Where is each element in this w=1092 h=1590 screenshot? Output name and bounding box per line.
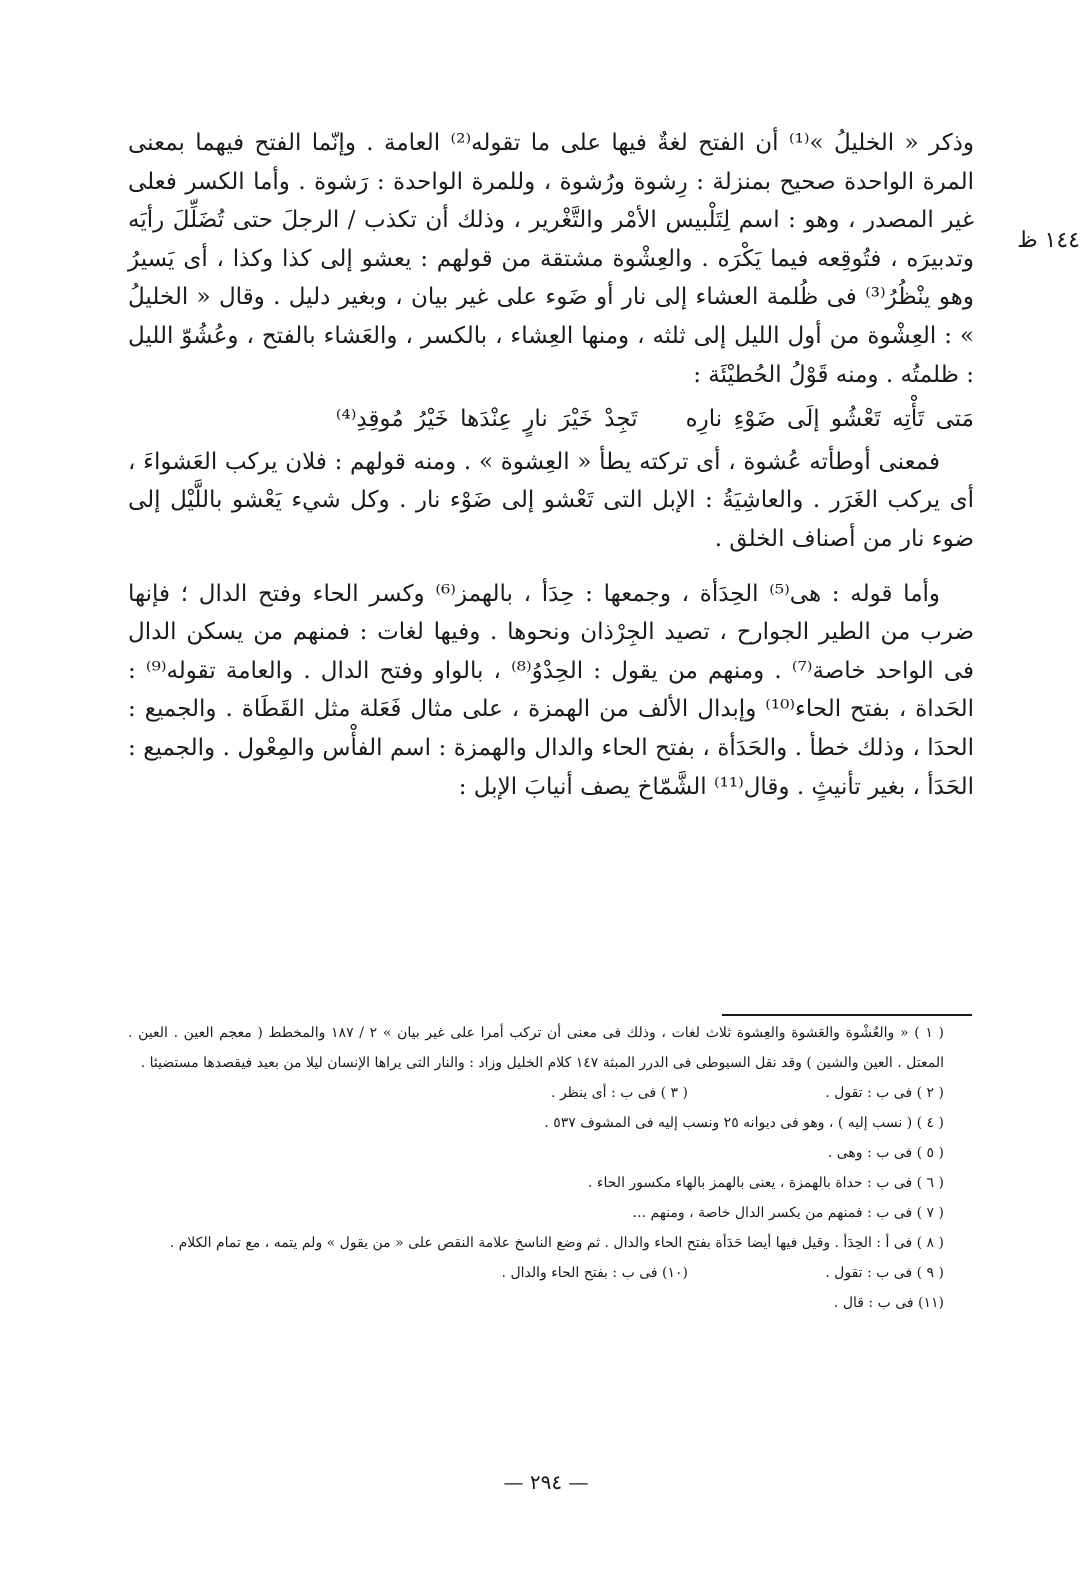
footnote-9: ( ٩ ) فى ب : تقول . [825,1265,944,1281]
footnote-10: (١٠) فى ب : بفتح الحاء والدال . [501,1265,688,1281]
footnote-2: ( ٢ ) فى ب : تقول . [825,1085,944,1101]
manuscript-folio-note: ١٤٤ ظ [1017,228,1080,253]
paragraph-gap [128,559,974,575]
main-text [128,124,974,806]
verse-first-hemistich: مَتى تَأْتِه تَعْشُو إلَى ضَوْءِ نارِه [685,406,974,433]
paragraph-1: وذكر « الخليلُ »⁽¹⁾ أن الفتح لغةٌ فيها على ما تقوله⁽²⁾ العامة . وإنّما الفتح فيهما بمعنى المرة الواحدة صحيح بمنزلة : رِشوة ورُشوة ، وللمرة الواحدة : رَشوة . وأما الكسر فعلى غير المصدر ، وهو : اسم لِتَلْبيس الأمْر والتَّغْرير ، وذلك أن تكذب / الرجلَ حتى تُضَلِّلَ رأيَه وتدبيرَه ، فتُوقِعه فيما يَكْرَه . والعِشْوة مشتقة من قولهم : يعشو إلى كذا وكذا ، أى يَسيرُ وهو ينْظُرُ⁽³⁾ فى ظُلمة العشاء إلى نار أو ضَوء على غير بيان ، وبغير دليل . وقال « الخليلُ » : العِشْوة من أول الليل إلى ثلثه ، ومنها العِشاء ، بالكسر ، والعَشاء بالفتح ، وعُشُوّ الليل : ظلمتُه . ومنه قَوْلُ الحُطيْئَة : [128,130,974,388]
verse-second-hemistich: تَجِدْ خَيْرَ نارٍ عِنْدَها خَيْرُ مُوقِدِ⁽⁴⁾ [335,406,638,433]
footnote-row-9-10 [128,1258,974,1288]
footnote-8: ( ٨ ) فى أ : الحِدَأ . وقيل فيها أيضا حَدَأة بفتح الحاء والدال . ثم وضع الناسخ علامة النقص على « من يقول » ولم يتمه ، مع تمام الكلام . [169,1235,944,1251]
footnote-row-2-3 [128,1078,974,1108]
footnote-3: ( ٣ ) فى ب : أى ينظر . [551,1085,688,1101]
paragraph-3: وأما قوله : هى⁽⁵⁾ الحِدَأة ، وجمعها : حِدَأ ، بالهمز⁽⁶⁾ وكسر الحاء وفتح الدال ؛ فإنها ضرب من الطير الجوارح ، تصيد الجِرْذان ونحوها . وفيها لغات : فمنهم من يسكن الدال فى الواحد خاصة⁽⁷⁾ . ومنهم من يقول : الحِدْوُ⁽⁸⁾ ، بالواو وفتح الدال . والعامة تقوله⁽⁹⁾ : الحَداة ، بفتح الحاء⁽¹⁰⁾ وإبدال الألف من الهمزة ، على مثال فَعَلة مثل القَطَاة . والجميع : الحدَا ، وذلك خطأ . والحَدَأة ، بفتح الحاء والدال والهمزة : اسم الفأْس والمِعْول . والجميع : الحَدَأ ، بغير تأنيثٍ . وقال⁽¹¹⁾ الشَّمّاخ يصف أنيابَ الإبل : [128,580,974,800]
footnote-5: ( ٥ ) فى ب : وهى . [827,1145,944,1161]
footnote-4: ( ٤ ) ( نسب إليه ) ، وهو فى ديوانه ٢٥ ونسب إليه فى المشوف ٥٣٧ . [544,1115,944,1131]
page-number: — ٢٩٤ — [503,1470,589,1494]
footnote-divider [722,1014,972,1016]
footnote-7: ( ٧ ) فى ب : فمنهم من يكسر الدال خاصة ، ومنهم ... [632,1205,944,1221]
poetry-verse [128,400,974,439]
footnotes [128,1018,974,1318]
footnote-11: (١١) فى ب : قال . [833,1295,944,1311]
footnote-6: ( ٦ ) فى ب : حداة بالهمزة ، يعنى بالهمز بالهاء مكسور الحاء . [588,1175,944,1191]
footnote-1: ( ١ ) « والعُشْوة والعَشوة والعِشوة ثلاث لغات ، وذلك فى معنى أن تركب أمرا على غير بيان » ٢ / ١٨٧ والمخطط ( معجم العين . العين . المعتل . العين والشين ) وقد نقل السيوطى فى الدرر المبثة ١٤٧ كلام الخليل وزاد : والنار التى يراها الإنسان ليلا من بعيد فيقصدها مستضيئا . [128,1025,945,1071]
paragraph-2: فمعنى أوطأته عُشوة ، أى تركته يطأ « العِشوة » . ومنه قولهم : فلان يركب العَشواءَ ، أى يركب الغَرَر . والعاشِيَةُ : الإبل التى تَعْشو إلى ضَوْء نار . وكل شيء يَعْشو باللَّيْل إلى ضوء نار من أصناف الخلق . [128,448,974,552]
